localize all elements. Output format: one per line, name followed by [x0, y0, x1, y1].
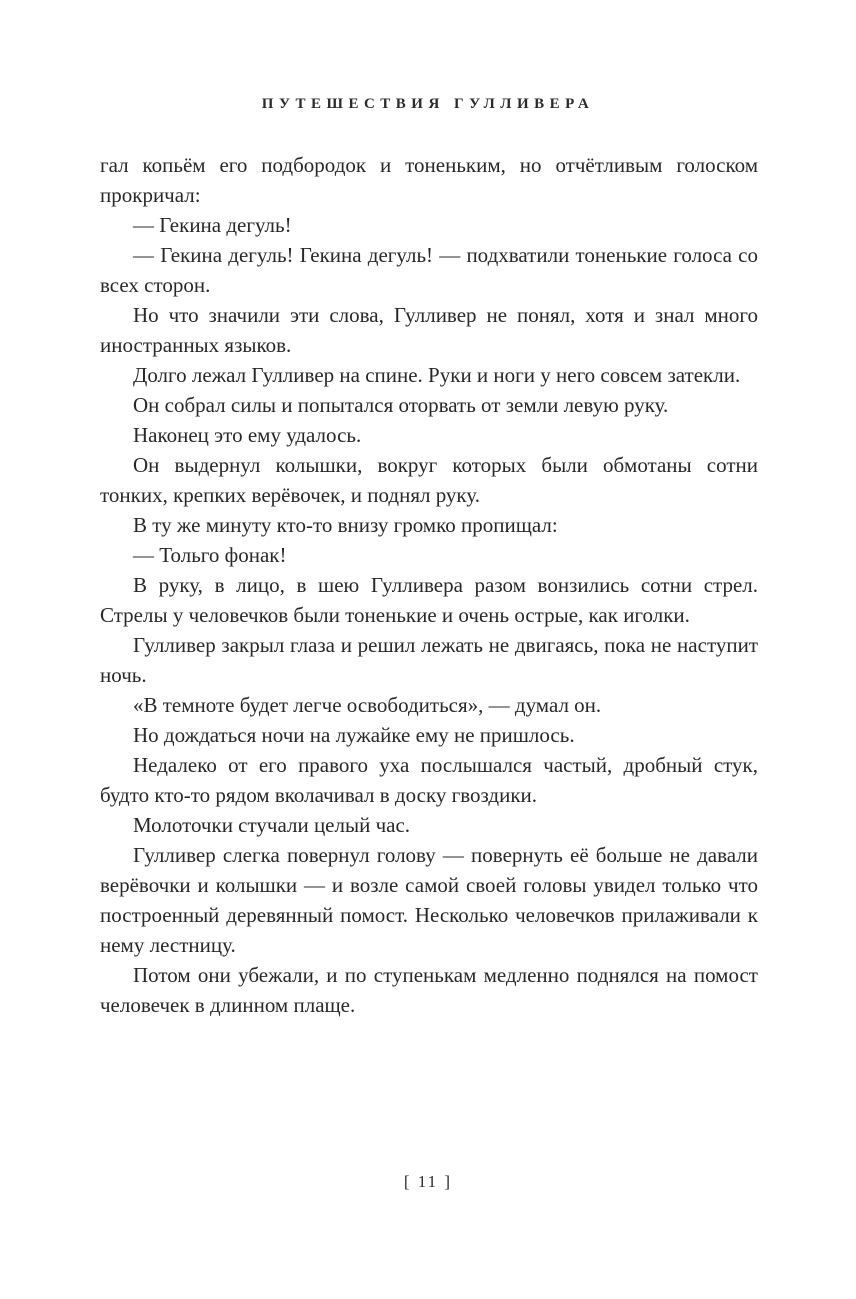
paragraph: — Гекина дегуль! Гекина дегуль! — подхватили тоненькие голоса со всех сторон.	[100, 243, 758, 297]
paragraph: Он выдернул колышки, вокруг которых были обмотаны сотни тонких, крепких верёвочек, и поднял руку.	[100, 453, 758, 507]
paragraph: Гулливер закрыл глаза и решил лежать не двигаясь, пока не наступит ночь.	[100, 633, 758, 687]
paragraph: Гулливер слегка повернул голову — повернуть её больше не давали верёвочки и колышки — и возле самой своей головы увидел только что построенный деревянный помост. Несколько человечков прилаживали к нему лестницу.	[100, 843, 758, 957]
paragraph: Долго лежал Гулливер на спине. Руки и ноги у него совсем затекли.	[133, 363, 741, 387]
page-number: [ 11 ]	[403, 1172, 453, 1191]
paragraph: Наконец это ему удалось.	[133, 423, 362, 447]
paragraph: Молоточки стучали целый час.	[133, 813, 411, 837]
paragraph: В ту же минуту кто-то внизу громко пропищал:	[133, 513, 558, 537]
body-text	[100, 150, 758, 1020]
paragraph: В руку, в лицо, в шею Гулливера разом вонзились сотни стрел. Стрелы у человечков были тоненькие и очень острые, как иголки.	[100, 573, 758, 627]
running-header: ПУТЕШЕСТВИЯ ГУЛЛИВЕРА	[261, 96, 595, 112]
paragraph: Но дождаться ночи на лужайке ему не пришлось.	[133, 723, 575, 747]
paragraph: Но что значили эти слова, Гулливер не понял, хотя и знал много иностранных языков.	[100, 303, 758, 357]
paragraph: — Тольго фонак!	[133, 543, 287, 567]
paragraph: Потом они убежали, и по ступенькам медленно поднялся на помост человечек в длинном плаще.	[100, 963, 758, 1017]
paragraph: — Гекина дегуль!	[133, 213, 292, 237]
paragraph: гал копьём его подбородок и тоненьким, но отчётливым голоском прокричал:	[100, 153, 758, 207]
paragraph: Недалеко от его правого уха послышался частый, дробный стук, будто кто-то рядом вколачивал в доску гвоздики.	[100, 753, 758, 807]
paragraph: «В темноте будет легче освободиться», — думал он.	[133, 693, 602, 717]
paragraph: Он собрал силы и попытался оторвать от земли левую руку.	[133, 393, 669, 417]
